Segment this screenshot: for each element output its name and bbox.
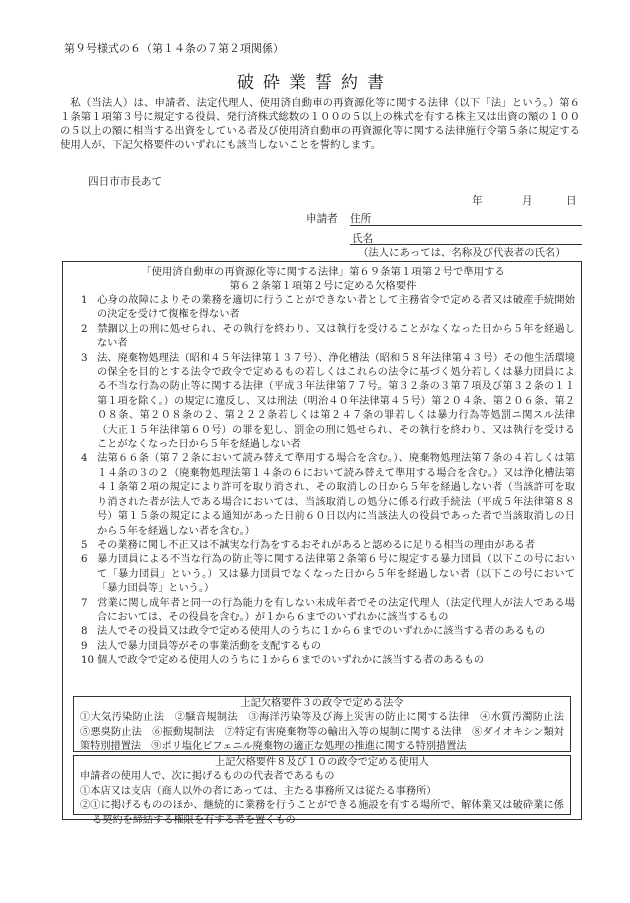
date-year-label: 年 (472, 195, 483, 207)
address-field[interactable] (350, 225, 582, 226)
item-number: 8 (81, 626, 88, 638)
item8-employees-intro: 申請者の使用人で、次に掲げるものの代表者であるもの (80, 771, 335, 783)
item-number: 4 (81, 453, 88, 465)
item-text: 法人で暴力団員等がその事業活動を支配するもの (97, 640, 322, 652)
item-text: 法第６６条（第７２条において読み替えて準用する場合を含む。）、廃棄物処理法第７条の４若しくは第１４条の３の２（廃棄物処理法第１４条の６において読み替えて準用する場合を含む。）又は浄化槽法第４１条第２項の規定により許可を取り消され、その取消しの日から５年を経過しない者（当該許可を取り消された者が法人である場合においては、当該取消しの処分に係る行政手続法（平成５年法律第８８号）第１５条の規定による通知があった日前６０日以内に当該法人の役員であった者で当該取消しの日から５年を経過しない者を含む。） (97, 453, 575, 537)
disqualification-box (62, 261, 582, 826)
list-item (71, 597, 575, 626)
item-number: 9 (81, 640, 88, 652)
item-number: 2 (81, 323, 88, 335)
list-item (71, 294, 575, 323)
item-number: 6 (81, 554, 88, 566)
item8-employees-title: 上記欠格要件８及び１０の政令で定める使用人 (215, 757, 429, 768)
address-label: 住所 (350, 213, 372, 225)
item-number: 10 (81, 655, 94, 667)
item3-laws-text: ①大気汚染防止法 ②騒音規制法 ③海洋汚染等及び海上災害の防止に関する法律 ④水質汚濁防止法 ⑤悪臭防止法 ⑥振動規制法 ⑦特定有害廃棄物等の輸出入等の規制に関する法律 ⑧ダイオキシン類対策特別措置法 ⑨ポリ塩化ビフェニル廃棄物の適正な処理の推進に関する特別措置法 (80, 712, 575, 753)
list-item (71, 323, 575, 352)
list-item (71, 539, 575, 553)
item-number: 7 (81, 597, 88, 609)
date-day-label: 日 (566, 195, 577, 207)
item-text: 心身の故障によりその業務を適切に行うことができない者として主務省令で定める者又は破産手続開始の決定を受けて復権を得ない者 (97, 295, 575, 321)
item-text: 営業に関し成年者と同一の行為能力を有しない未成年者でその法定代理人（法定代理人が法人である場合においては、その役員を含む。）が１から６までのいずれかに該当するもの (97, 597, 575, 623)
item-number: 5 (81, 539, 88, 551)
form-number: 第９号様式の６（第１４条の７第２項関係） (64, 42, 284, 55)
disqualification-list (71, 294, 575, 669)
item-text: その業務に関し不正又は不誠実な行為をするおそれがあると認めるに足りる相当の理由がある者 (97, 539, 536, 551)
header-line-2: 第６２条第１項第２号に定める欠格要件 (229, 280, 417, 292)
item-number: 1 (81, 295, 88, 306)
item8-employees-box (73, 755, 571, 826)
item-text: 法人でその役員又は政令で定める使用人のうちに１から６までのいずれかに該当する者のあるもの (97, 626, 546, 638)
list-item (71, 553, 575, 596)
item-text: 禁錮以上の刑に処せられ、その執行を終わり、又は執行を受けることがなくなった日から５年を経過しない者 (97, 323, 575, 350)
item8-employees-line1: ①本店又は支店（商人以外の者にあっては、主たる事務所又は従たる事務所） (80, 785, 437, 797)
item-text: 暴力団員による不当な行為の防止等に関する法律第２条第６号に規定する暴力団員（以下この号において「暴力団員」という。）又は暴力団員でなくなった日から５年を経過しない者（以下この号において「暴力団員等」という。） (97, 554, 575, 595)
addressee: 四日市市長あて (88, 176, 163, 188)
item3-laws-box (73, 696, 575, 753)
header-line-1: 「使用済自動車の再資源化等に関する法律」第６９条第１項第２号で準用する (141, 266, 505, 278)
list-item (71, 625, 575, 639)
name-label: 氏名 (352, 233, 374, 245)
name-note: （法人にあっては、名称及び代表者の氏名） (358, 247, 566, 259)
applicant-label: 申請者 (306, 213, 338, 225)
item8-employees-line2: ②①に掲げるもののほか、継続的に業務を行うことができる施設を有する場所で、解体業又は破砕業に係る契約を締結する権限を有する者を置くもの (80, 800, 564, 826)
oath-statement: 私（当法人）は、申請者、法定代理人、使用済自動車の再資源化等に関する法律（以下「法」という。）第６１条第１項第３号に規定する役員、発行済株式総数の１００の５以上の株式を有する株主又は出資の額の１００の５以上の額に相当する出資をしている者及び使用済自動車の再資源化等に関する法律施行令第５条に規定する使用人が、下記欠格要件のいずれにも該当しないことを誓約します。 (60, 97, 580, 151)
list-item (71, 640, 575, 654)
item-text: 法、廃棄物処理法（昭和４５年法律第１３７号）、浄化槽法（昭和５８年法律第４３号）その他生活環境の保全を目的とする法令で政令で定めるもの若しくはこれらの法令に基づく処分若しくは暴力団員による不当な行為の防止等に関する法律（平成３年法律第７７号。第３２条の３第７項及び第３２条の１１第１項を除く。）の規定に違反し、又は刑法（明治４０年法律第４５号）第２０４条、第２０６条、第２０８条、第２０８条の２、第２２２条若しくは第２４７条の罪若しくは暴力行為等処罰ニ関スル法律（大正１５年法律第６０号）の罪を犯し、罰金の刑に処せられ、その執行を終わり、又は執行を受けることがなくなった日から５年を経過しない者 (97, 352, 575, 451)
item3-laws-title: 上記欠格要件３の政令で定める法令 (240, 698, 404, 709)
list-item (71, 352, 575, 453)
date-month-label: 月 (522, 195, 533, 207)
list-item (71, 452, 575, 538)
item-number: 3 (81, 352, 88, 364)
list-item (71, 654, 575, 668)
item-text: 個人で政令で定める使用人のうちに１から６までのいずれかに該当する者のあるもの (97, 655, 485, 667)
document-title: 破砕業誓約書 (237, 73, 393, 93)
disqualification-header (63, 265, 583, 293)
